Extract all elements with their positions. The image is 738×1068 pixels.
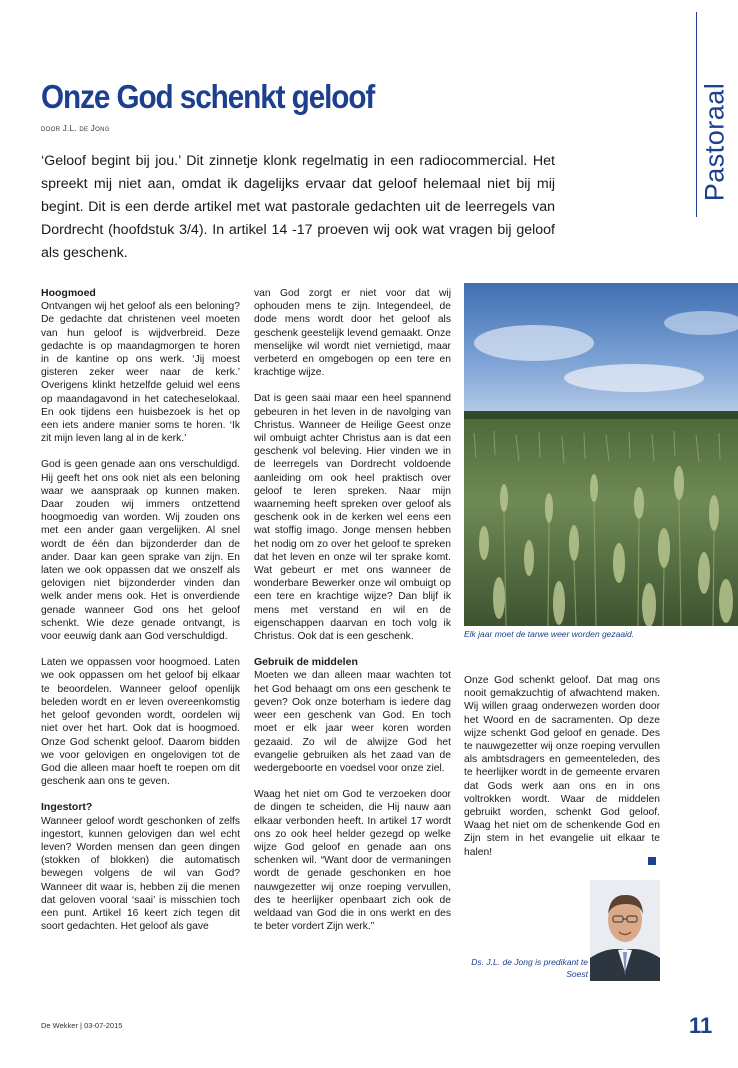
page-number: 11: [689, 1013, 713, 1038]
author-portrait: [590, 880, 660, 981]
section-label: [697, 72, 733, 212]
paragraph: van God zorgt er niet voor dat wij ophouden mens te zijn. Integendeel, de dode mens wordt door het geloof als geschenk geestelijk levend gemaakt. Onze menselijke wil wordt niet vernietigd, maar verbeterd en omgebogen op een tere en krachtige wijze.: [254, 288, 451, 379]
author-caption: Ds. J.L. de Jong is predikant te Soest: [471, 957, 588, 979]
paragraph: Ontvangen wij het geloof als een beloning? De gedachte dat christenen veel moeten van hun geloof is wijdverbreid. Deze gedachte is op maandagmorgen te horen in de kantine op ons werk. ‘Jij moest gisteren zeker weer naar de kerk.’ Overigens klinkt hetzelfde geluid wel eens op maandagavond in het catecheselokaal. En ook tijdens een huisbezoek is het op een iets andere manier soms te horen. ‘Ik zit mijn leven lang al in de kerk.’: [41, 301, 240, 445]
paragraph: Wanneer geloof wordt geschonken of zelfs ingestort, kunnen gelovigen dan wel echt leven? Worden mensen dan geen dingen (stokken of blokken) die automatisch bewegen volgens de wil van God? Wanneer dit waar is, hebben zij die menen dat geloven vooral ‘saai’ is misschien toch een punt. Artikel 16 keert zich tegen dit soort gedachten. Het geloof als gave: [41, 815, 240, 933]
section-label-text: Pastoraal: [699, 82, 730, 202]
paragraph: Moeten we dan alleen maar wachten tot het God behaagt om ons een geschenk te geven? Ook onze boterham is iedere dag weer een geschenk van God. En toch moet er elk jaar weer koren worden gezaaid. Zo wil de alwijze God het evangelie gebruiken als het zaad van de wedergeboorte en voedsel voor onze ziel.: [254, 670, 451, 774]
subheading-ingestort: Ingestort?: [41, 801, 93, 814]
end-mark: [648, 857, 656, 865]
subheading-gebruik-de-middelen: Gebruik de middelen: [254, 656, 358, 669]
column-3: [464, 674, 660, 872]
footer-publication: De Wekker | 03-07-2015: [41, 1021, 123, 1030]
paragraph: Onze God schenkt geloof. Dat mag ons nooit gemakzuchtig of afwachtend maken. Wij willen graag onderwezen worden door het Woord en de sacramenten. Op deze wijze schenkt God geloof en genade. Des te nauwgezetter wij onze roeping vervullen als ambtsdragers en gemeenteleden, des te heerlijker wordt in de gemeente ervaren dat Gods werk aan ons en in ons voltrokken wordt. Waar de middelen gebruikt worden, schenkt God geloof. Waag het niet om de schenkende God en Zijn stem in het evangelie uit elkaar te halen!: [464, 675, 660, 858]
photo-caption: Elk jaar moet de tarwe weer worden gezaaid.: [464, 629, 635, 639]
paragraph: Laten we oppassen voor hoogmoed. Laten we ook oppassen om het geloof bij elkaar te beoordelen. Wanneer geloof openlijk beleden wordt en er leven overeenkomstig het geloof gevonden wordt, oordelen wij niet over het hart. Ook dat is hoogmoed. Onze God schenkt geloof. Daarom bidden we voor gelovigen en ongelovigen tot de God die alleen maar hoeft te roepen om dit geschenk aan ons te geven.: [41, 657, 240, 788]
subheading-hoogmoed: Hoogmoed: [41, 287, 96, 299]
paragraph: Waag het niet om God te verzoeken door de dingen te scheiden, die Hij nauw aan elkaar verbonden heeft. In artikel 17 wordt ons zo ook heel helder gezegd op welke wijze God geloof en genade aan ons schenken wil. “Want door de vermaningen wordt de genade geschonken en hoe nauwgezetter wij onze roeping vervullen, des te heerlijker openbaart zich ook de weldaad van God die in ons werkt en des te beter vordert Zijn werk.”: [254, 789, 451, 933]
paragraph: Dat is geen saai maar een heel spannend gebeuren in het leven in de navolging van Christus. Wanneer de Heilige Geest onze wil ombuigt achter Christus aan is dat een geschenk vol beleving. Hier vinden we in de leerregels van Dordrecht voldoende aanleiding om ook heel praktisch over geloof te leren spreken. Naar mijn waarneming heeft spreken over geloof als geschenk ook in de kerken wel eens een wat stoffig imago. Jonge mensen hebben het nodig om zo over het geloof te spreken dat het leven en onze wil ter sprake komt. Wat gebeurt er met ons wanneer de wonderbare Bewerker onze wil ombuigt op een tere en krachtige wijze? Dan blijf ik mens met verstand en wil en de eigenschappen daarvan en toch volg ik Christus. Ook dat is een geschenk.: [254, 393, 451, 643]
column-2: [254, 287, 451, 946]
wheat-field-photo: [464, 283, 738, 626]
column-1: [41, 287, 240, 946]
paragraph: God is geen genade aan ons verschuldigd. Hij geeft het ons ook niet als een beloning waar we aanspraak op kunnen maken. Daar zouden wij immers ontzettend hoogmoedig van worden. Wij zouden ons met een ander gaan vergelijken. Al snel wordt de één dan bijzonderder dan de ander. Daar kan geen sprake van zijn. En laten we ook oppassen dat we onszelf als gelovigen niet bijzonderder vinden dan welk ander mens ook. Het is onverdiende genade wanneer God ons het geloof schenkt. Wie deze genade ontvangt, is voor eeuwig dank aan God verschuldigd.: [41, 459, 240, 643]
article-title: Onze God schenkt geloof: [41, 78, 375, 115]
byline: door J.L. de Jong: [41, 124, 110, 133]
article-intro: ‘Geloof begint bij jou.’ Dit zinnetje klonk regelmatig in een radiocommercial. Het spreekt mij niet aan, omdat ik dagelijks ervaar dat geloof helemaal niet bij mij begint. Dit is een derde artikel met wat pastorale gedachten uit de leerregels van Dordrecht (hoofdstuk 3/4). In artikel 14 -17 proeven wij ook wat vragen bij geloof als geschenk.: [41, 153, 555, 261]
